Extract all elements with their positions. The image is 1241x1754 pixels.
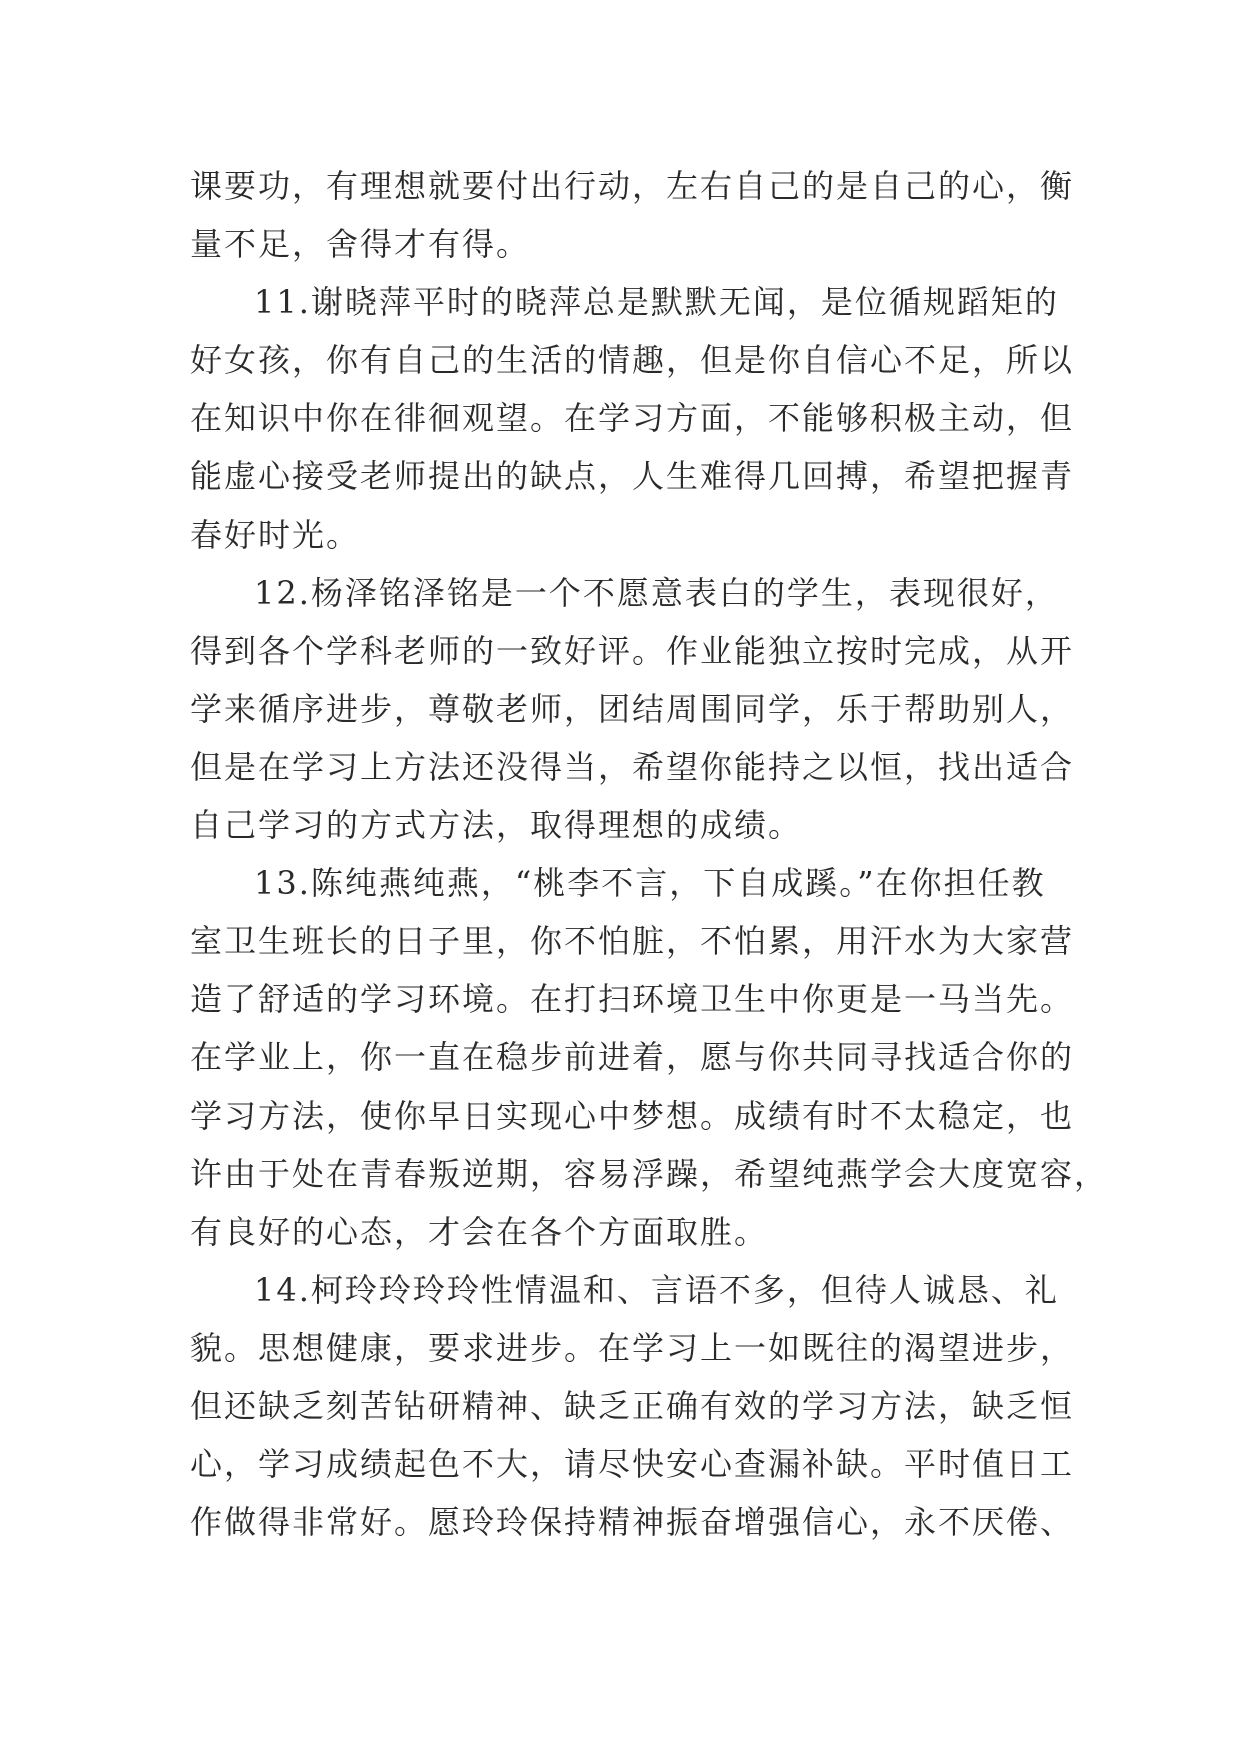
document-body bbox=[190, 157, 1109, 1551]
text-line: 室卫生班长的日子里，你不怕脏，不怕累，用汗水为大家营 bbox=[190, 922, 1075, 961]
text-line: 好女孩，你有自己的生活的情趣，但是你自信心不足，所以 bbox=[190, 341, 1075, 380]
text-line: 春好时光。 bbox=[190, 515, 361, 554]
text-line: 量不足，舍得才有得。 bbox=[190, 225, 531, 264]
text-line: 心，学习成绩起色不大，请尽快安心查漏补缺。平时值日工 bbox=[190, 1445, 1075, 1484]
paragraph-start-11: 11.谢晓萍平时的晓萍总是默默无闻，是位循规蹈矩的 bbox=[254, 283, 1059, 322]
text-line: 但还缺乏刻苦钻研精神、缺乏正确有效的学习方法，缺乏恒 bbox=[190, 1386, 1075, 1425]
text-line: 学来循序进步，尊敬老师，团结周围同学，乐于帮助别人， bbox=[190, 689, 1075, 728]
text-line: 得到各个学科老师的一致好评。作业能独立按时完成，从开 bbox=[190, 631, 1075, 670]
text-line: 造了舒适的学习环境。在打扫环境卫生中你更是一马当先。 bbox=[190, 980, 1075, 1019]
paragraph-start-12: 12.杨泽铭泽铭是一个不愿意表白的学生，表现很好， bbox=[254, 573, 1059, 612]
text-line: 在知识中你在徘徊观望。在学习方面，不能够积极主动，但 bbox=[190, 399, 1075, 438]
text-line: 学习方法，使你早日实现心中梦想。成绩有时不太稳定，也 bbox=[190, 1096, 1075, 1135]
text-line: 自己学习的方式方法，取得理想的成绩。 bbox=[190, 806, 803, 845]
text-line: 能虚心接受老师提出的缺点，人生难得几回搏，希望把握青 bbox=[190, 457, 1075, 496]
text-line: 有良好的心态，才会在各个方面取胜。 bbox=[190, 1212, 769, 1251]
paragraph-start-14: 14.柯玲玲玲玲性情温和、言语不多，但待人诚恳、礼 bbox=[254, 1270, 1059, 1309]
text-line: 课要功，有理想就要付出行动，左右自己的是自己的心，衡 bbox=[190, 167, 1075, 205]
paragraph-start-13: 13.陈纯燕纯燕，“桃李不言，下自成蹊。”在你担任教 bbox=[254, 864, 1046, 903]
text-line: 貌。思想健康，要求进步。在学习上一如既往的渴望进步， bbox=[190, 1328, 1075, 1367]
text-line: 许由于处在青春叛逆期，容易浮躁，希望纯燕学会大度宽容， bbox=[190, 1154, 1109, 1193]
text-line: 在学业上，你一直在稳步前进着，愿与你共同寻找适合你的 bbox=[190, 1038, 1075, 1077]
text-line: 作做得非常好。愿玲玲保持精神振奋增强信心，永不厌倦、 bbox=[190, 1503, 1075, 1542]
text-line: 但是在学习上方法还没得当，希望你能持之以恒，找出适合 bbox=[190, 747, 1075, 786]
